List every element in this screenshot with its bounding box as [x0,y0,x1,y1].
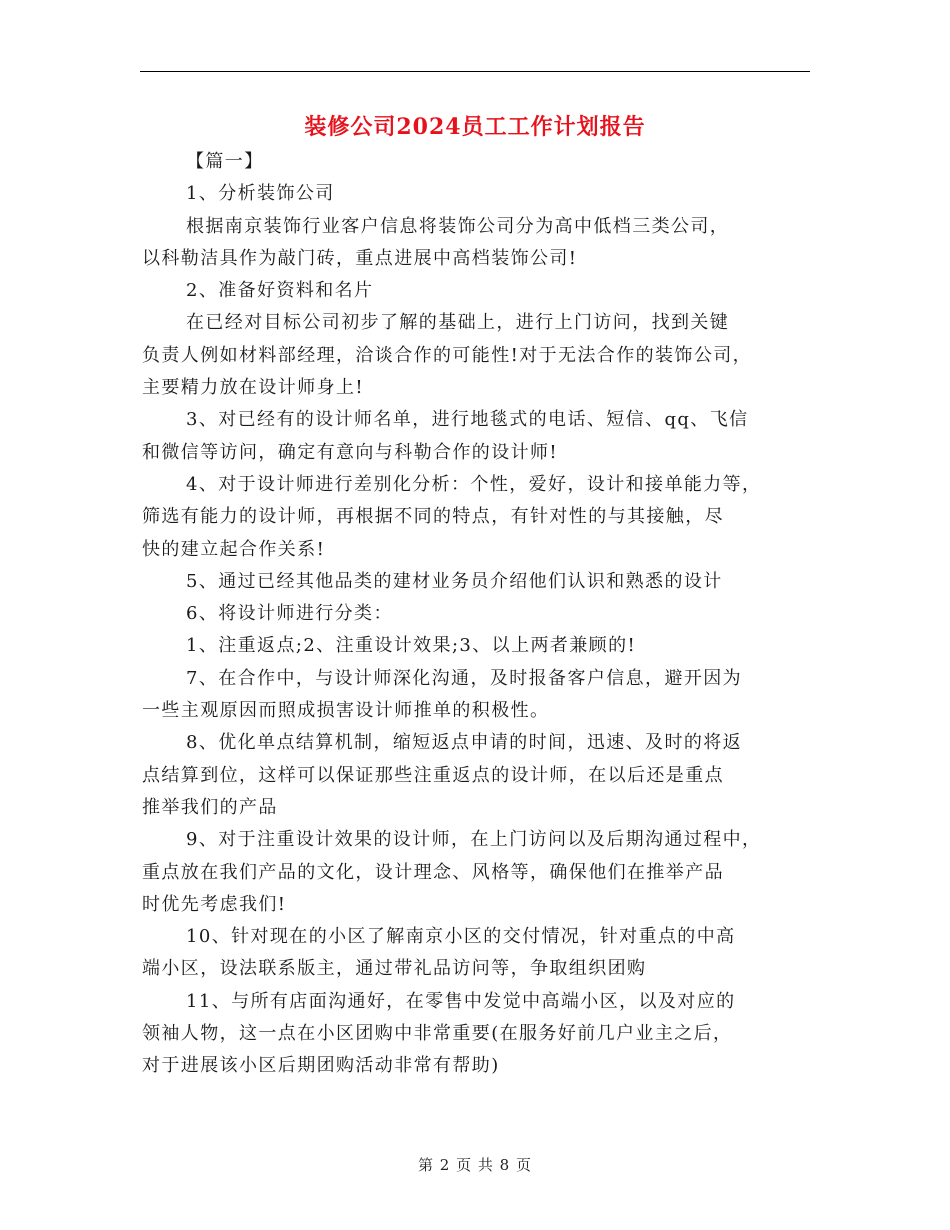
text-line: 和微信等访问，确定有意向与科勒合作的设计师! [142,441,559,463]
text-line: 筛选有能力的设计师，再根据不同的特点，有针对性的与其接触，尽 [142,506,724,528]
text-line: 11、与所有店面沟通好，在零售中发觉中高端小区，以及对应的 [186,990,736,1012]
text-line: 【篇一】 [186,151,264,172]
text-line: 7、在合作中，与设计师深化沟通，及时报备客户信息，避开因为 [186,667,743,689]
text-line: 重点放在我们产品的文化，设计理念、风格等，确保他们在推举产品 [142,861,724,883]
text-line: 根据南京装饰行业客户信息将装饰公司分为高中低档三类公司， [186,215,730,237]
header-rule [140,71,810,72]
text-line: 一些主观原因而照成损害设计师推单的积极性。 [142,700,550,722]
text-line: 5、通过已经其他品类的建材业务员介绍他们认识和熟悉的设计 [186,570,723,592]
document-body [140,146,815,1083]
document-title: 装修公司2024员工工作计划报告 [304,114,646,140]
text-line: 4、对于设计师进行差别化分析：个性，爱好，设计和接单能力等， [186,473,762,495]
text-line: 6、将设计师进行分类： [186,603,393,625]
text-line: 3、对已经有的设计师名单，进行地毯式的电话、短信、qq、飞信 [186,409,749,431]
text-line: 端小区，设法联系版主，通过带礼品访问等，争取组织团购 [142,958,647,980]
text-line: 8、优化单点结算机制，缩短返点申请的时间，迅速、及时的将返 [186,732,743,754]
text-line: 2、准备好资料和名片 [186,280,374,302]
text-line: 点结算到位，这样可以保证那些注重返点的设计师，在以后还是重点 [142,764,724,786]
text-line: 时优先考虑我们! [142,893,287,915]
text-line: 主要精力放在设计师身上! [142,377,365,399]
text-line: 1、注重返点;2、注重设计效果;3、以上两者兼顾的! [186,635,637,657]
text-line: 9、对于注重设计效果的设计师，在上门访问以及后期沟通过程中， [186,829,762,851]
text-line: 快的建立起合作关系! [142,538,326,560]
page-footer: 第 2 页 共 8 页 [418,1156,532,1174]
text-line: 在已经对目标公司初步了解的基础上，进行上门访问，找到关键 [186,312,730,334]
text-line: 领袖人物，这一点在小区团购中非常重要(在服务好前几户业主之后， [142,1023,733,1045]
text-line: 负责人例如材料部经理，洽谈合作的可能性!对于无法合作的装饰公司， [142,344,753,366]
text-line: 推举我们的产品 [142,796,278,818]
text-line: 1、分析装饰公司 [186,183,335,205]
text-line: 10、针对现在的小区了解南京小区的交付情况，针对重点的中高 [186,926,736,948]
text-line: 以科勒洁具作为敲门砖，重点进展中高档装饰公司! [142,247,578,269]
text-line: 对于进展该小区后期团购活动非常有帮助) [142,1055,500,1077]
